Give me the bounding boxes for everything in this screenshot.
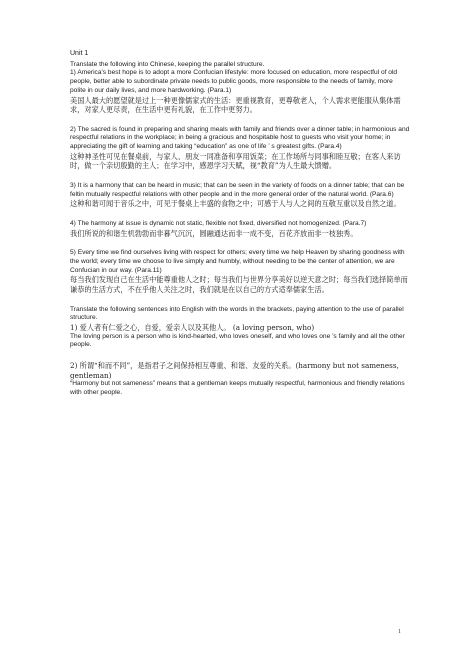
item-1-en: 1) America's best hope is to adopt a more Confucian lifestyle: more focused on education, more respectful of old people, better able to subordinate private needs to public goods, more responsible to the needs of family, more polite in our daily lives, and more hardworking. (Para.1) [70, 69, 398, 94]
item-5-en: 5) Every time we find ourselves living with respect for others; every time we help Heaven by sharing goodness with the world; every time we choose to live simply and humbly, without needing to be the center of attention, we are Confucian in our way. (Para.11) [70, 249, 405, 274]
item-2-zh: 这种神圣性可见在餐桌前，与家人、朋友一同准备和享用饭菜；在工作场所与同事和睦互敬；在客人来访时，做一个亲切殷勤的主人；在学习中，感恩学习天赋，视“教育”为人生最大馈赠。 [70, 151, 401, 171]
item-5-zh: 每当我们发现自己在生活中能尊重他人之时；每当我们与世界分享美好以逆天意之时；每当我们选择简单而谦恭的生活方式，不在乎他人关注之时，我们就是在以自己的方式适奉儒家生活。 [70, 275, 408, 294]
document-body [70, 50, 410, 398]
instruction-english: Translate the following sentences into English with the words in the brackets, paying attention to the use of parallel structure. [70, 305, 404, 322]
page-number: 1 [398, 629, 401, 635]
item-4-zh: 我们所说的和谐生机勃勃而非暮气沉沉，圆融通达而非一成不变，百花齐放而非一枝独秀。 [70, 228, 358, 238]
item2-2-zh: 2) 所谓“和而不同”，是指君子之间保持相互尊重、和谐、友爱的关系。(harmony but not sameness, gentleman) [70, 361, 399, 380]
item-4-en: 4) The harmony at issue is dynamic not static, flexible not fixed, diversified not homogenized. (Para.7) [70, 220, 367, 227]
item-3-en: 3) It is a harmony that can be heard in music; that can be seen in the variety of foods on a dinner table; that can be feltin mutually respectful relations with other people and in the more general order of the natural world. (Para.6) [70, 182, 405, 198]
item-2-en: 2) The sacred is found in preparing and sharing meals with family and friends over a dinner table; in harmonious and respectful relations in the workplace; in being a gracious and hospitable host to guests who visit your home; in appreciating the gift of learning and taking “education” as one of life ’ s greatest gifts. (Para.4) [70, 125, 410, 151]
item-1-zh: 美国人最大的愿望就是过上一种更像儒家式的生活：更重视教育，更尊敬老人，个人需求更能服从集体需求，对家人更尽责，在生活中更有礼貌，在工作中更努力。 [70, 95, 401, 115]
item2-1-zh: 1) 爱人者有仁爱之心，自爱，爱亲人以及其他人。 (a loving person, who) [70, 323, 315, 332]
item2-2-en: “Harmony but not sameness” means that a gentleman keeps mutually respectful, harmonious and friendly relations with other people. [70, 380, 405, 396]
instruction-chinese: Translate the following into Chinese, keeping the parallel structure. [70, 60, 265, 68]
item2-1-en: The loving person is a person who is kind-hearted, who loves oneself, and who loves one ’s family and all the other people. [70, 332, 405, 349]
unit-title: Unit 1 [70, 50, 89, 57]
item-3-zh: 这种和谐可闻于音乐之中，可见于餐桌上丰盛的食物之中；可感于人与人之间的互敬互重以及自然之道。 [70, 199, 401, 209]
